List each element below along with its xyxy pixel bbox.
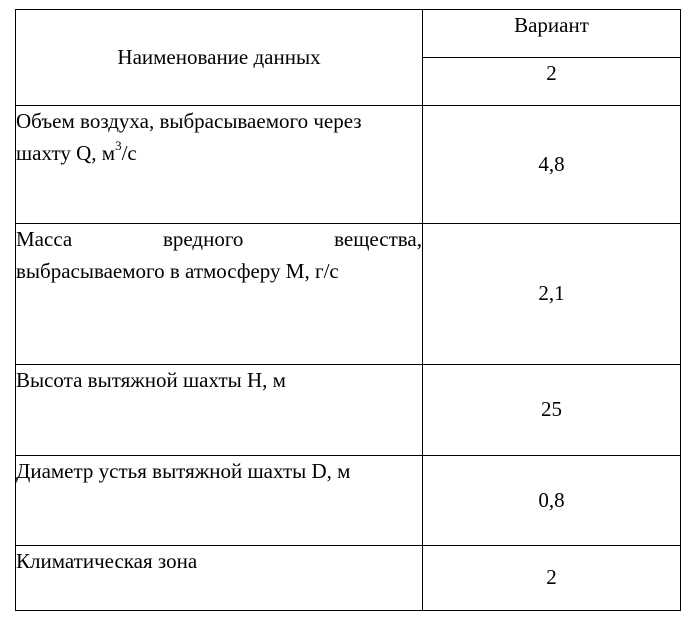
row-name-pollutant-mass	[16, 224, 423, 365]
table-row	[16, 456, 681, 546]
table-row	[16, 106, 681, 224]
row-name-line: выбрасываемого в атмосферу М, г/с	[16, 258, 339, 283]
row-name-word: вредного	[162, 227, 244, 251]
table-row	[16, 546, 681, 611]
row-value-climate-zone: 2	[423, 546, 681, 611]
row-value-shaft-height: 25	[423, 365, 681, 456]
row-name-line	[16, 106, 422, 138]
row-name-shaft-height: Высота вытяжной шахты Н, м	[16, 365, 423, 456]
row-value-air-volume: 4,8	[423, 106, 681, 224]
row-name-text: шахту Q, м	[16, 140, 116, 165]
header-variant-number-cell: 2	[423, 58, 681, 106]
source-data-table	[15, 9, 681, 611]
row-name-text: Объем воздуха, выбрасываемого через	[16, 109, 362, 133]
row-value-shaft-diameter: 0,8	[423, 456, 681, 546]
row-name-line	[16, 138, 422, 170]
row-name-line	[16, 224, 422, 256]
header-variant-cell: Вариант	[423, 10, 681, 58]
header-name-cell: Наименование данных	[16, 10, 423, 106]
table-row	[16, 224, 681, 365]
header-row-top	[16, 10, 681, 58]
row-name-climate-zone: Климатическая зона	[16, 546, 423, 611]
row-name-text: /с	[121, 140, 137, 165]
row-name-air-volume	[16, 106, 423, 224]
row-name-word: Масса	[16, 227, 73, 251]
table-row	[16, 365, 681, 456]
row-name-word: вещества,	[334, 227, 422, 251]
row-value-pollutant-mass: 2,1	[423, 224, 681, 365]
superscript: 3	[115, 137, 122, 153]
row-name-shaft-diameter: Диаметр устья вытяжной шахты D, м	[16, 456, 423, 546]
